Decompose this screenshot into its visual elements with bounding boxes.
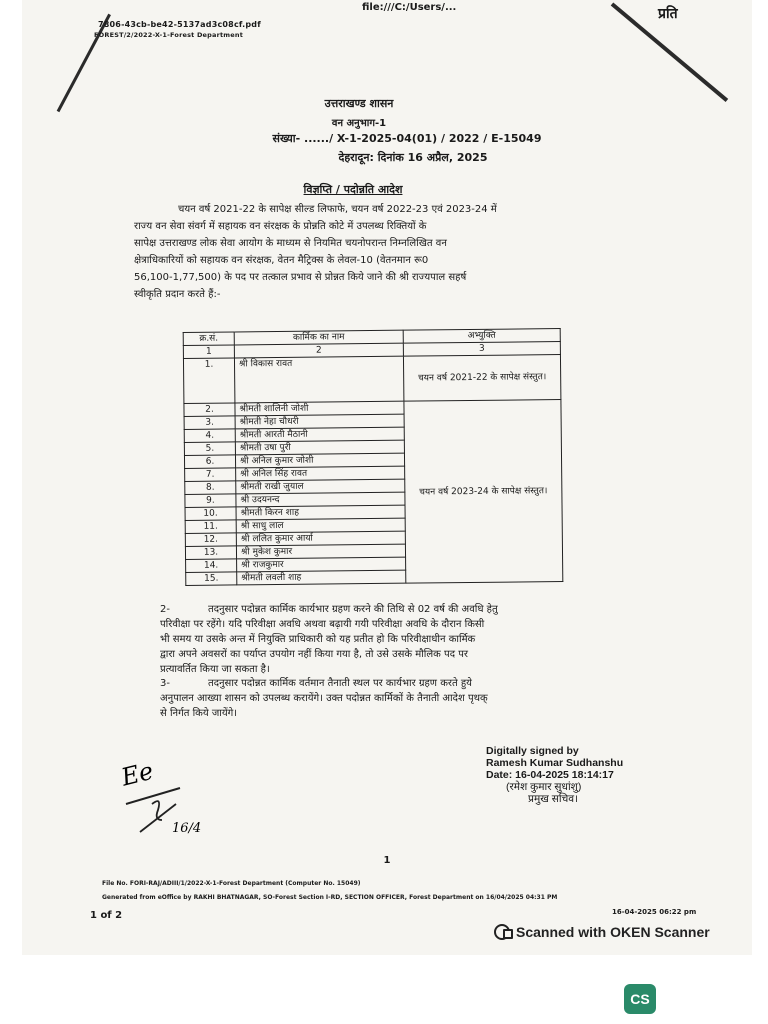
paragraph-line: भी समय या उसके अन्त में नियुक्ति प्राधिकारी को यह प्रतीत हो कि परिवीक्षाधीन कार्मिक	[160, 634, 476, 645]
paragraph-line: अनुपालन आख्या शासन को उपलब्ध करायेंगे। उक्त पदोन्नत कार्मिकों के तैनाती आदेश पृथक्	[160, 693, 488, 704]
serial-number-cell: 8.	[185, 481, 236, 495]
footer-file-number: File No. FORI-RAJ/ADIII/1/2022-X-1-Forest Department (Computer No. 15049)	[102, 880, 361, 887]
scanner-logo-icon	[494, 924, 510, 940]
handwritten-stroke	[140, 801, 176, 832]
employee-name-cell: श्रीमती शालिनी जोशी	[235, 401, 404, 416]
signer-name: Ramesh Kumar Sudhanshu	[486, 757, 624, 769]
employee-name-cell: श्रीमती आरती मैठानी	[235, 427, 404, 442]
file-reference: FOREST/2/2022-X-1-Forest Department	[94, 31, 244, 39]
top-file-path: file:///C:/Users/...	[362, 2, 457, 13]
file-name: 7806-43cb-be42-5137ad3c08cf.pdf	[98, 20, 261, 29]
footer-generated: Generated from eOffice by RAKHI BHATNAGAR, SO-Forest Section I-RD, SECTION OFFICER, Forest Department on 16/04/2025 04:31 PM	[102, 894, 558, 901]
camscanner-badge[interactable]: CS	[624, 984, 656, 1014]
government-title: उत्तराखण्ड शासन	[324, 97, 394, 110]
employee-name-cell: श्री राजकुमार	[237, 557, 406, 572]
intro-line: सापेक्ष उत्तराखण्ड लोक सेवा आयोग के माध्यम से नियमित चयनोपरान्त निम्नलिखित वन	[134, 238, 447, 249]
employee-name-cell: श्रीमती किरन शाह	[236, 505, 405, 520]
handwritten-date: 16/4	[172, 821, 202, 836]
subject-heading: विज्ञप्ति / पदोन्नति आदेश	[303, 183, 403, 196]
document-page	[22, 0, 752, 955]
serial-number-cell: 7.	[185, 468, 236, 482]
handwritten-stroke	[126, 788, 180, 804]
remark-cell: चयन वर्ष 2023-24 के सापेक्ष संस्तुत।	[404, 400, 563, 584]
paragraph-2-first	[160, 602, 640, 617]
scanner-label: Scanned with OKEN Scanner	[516, 924, 710, 940]
handwritten-initials	[118, 752, 218, 842]
serial-number-cell: 5.	[184, 442, 235, 456]
serial-number-cell: 6.	[184, 455, 235, 469]
paragraph-number: 2-	[160, 604, 170, 615]
serial-number-cell: 11.	[185, 520, 236, 534]
employee-name-cell: श्री साधु लाल	[236, 518, 405, 533]
serial-number-cell: 1.	[183, 358, 234, 404]
date-line: देहरादून: दिनांक 16 अप्रैल, 2025	[338, 151, 488, 164]
serial-number-cell: 4.	[184, 429, 235, 443]
serial-number-cell: 14.	[186, 559, 237, 573]
digital-signature-block	[486, 745, 623, 805]
employee-name-cell: श्रीमती राखी जुयाल	[236, 479, 405, 494]
paragraph-line: द्वारा अपने अवसरों का पर्याप्त उपयोग नहीं किया गया है, तो उसे उसके मौलिक पद पर	[160, 649, 468, 660]
employee-name-cell: श्री अनिल सिंह रावत	[236, 466, 405, 481]
serial-number-cell: 13.	[185, 546, 236, 560]
serial-number-cell: 9.	[185, 494, 236, 508]
paragraph-line: तदनुसार पदोन्नत कार्मिक कार्यभार ग्रहण करने की तिथि से 02 वर्ष की अवधि हेतु	[208, 604, 498, 615]
intro-line: स्वीकृति प्रदान करते हैं:-	[134, 289, 221, 300]
table-row	[183, 355, 560, 404]
column-number: 3	[403, 342, 560, 357]
serial-number-cell: 2.	[184, 403, 235, 417]
signature-date: Date: 16-04-2025 18:14:17	[486, 769, 614, 781]
paragraph-2	[160, 602, 640, 677]
intro-line: चयन वर्ष 2021-22 के सापेक्ष सील्ड लिफाफे, चयन वर्ष 2022-23 एवं 2023-24 में	[178, 204, 497, 215]
reference-number: संख्या- ....../ X-1-2025-04(01) / 2022 / E-15049	[272, 132, 542, 145]
employee-name-cell: श्री अनिल कुमार जोशी	[235, 453, 404, 468]
page-number: 1	[383, 855, 391, 866]
handwritten-initials-text: Ee	[118, 756, 157, 792]
column-number: 2	[234, 343, 403, 358]
page-of-total: 1 of 2	[90, 910, 123, 921]
column-number: 1	[183, 345, 234, 359]
scanner-watermark	[494, 924, 710, 940]
section-name: वन अनुभाग-1	[331, 118, 387, 129]
signer-designation: प्रमुख सचिव।	[528, 793, 579, 805]
serial-number-cell: 10.	[185, 507, 236, 521]
promotion-table	[183, 328, 564, 586]
employee-name-cell: श्री ललित कुमार आर्या	[236, 531, 405, 546]
employee-name-cell: श्री उदयनन्द	[236, 492, 405, 507]
column-header: क्र.सं.	[183, 332, 234, 346]
employee-name-cell: श्रीमती लवली शाह	[237, 570, 406, 585]
paragraph-line: परिवीक्षा पर रहेंगे। यदि परिवीक्षा अवधि अथवा बढ़ायी गयी परिवीक्षा अवधि के दौरान किसी	[160, 619, 485, 630]
paragraph-line: प्रत्यावर्तित किया जा सकता है।	[160, 664, 270, 675]
signer-hindi-name: (रमेश कुमार सुधांशु)	[506, 781, 582, 793]
employee-name-cell: श्री मुकेश कुमार	[236, 544, 405, 559]
column-header: कार्मिक का नाम	[234, 330, 403, 345]
employee-name-cell: श्री विकास रावत	[234, 356, 403, 403]
serial-number-cell: 3.	[184, 416, 235, 430]
serial-number-cell: 12.	[185, 533, 236, 547]
intro-line: क्षेत्राधिकारियों को सहायक वन संरक्षक, वेतन मैट्रिक्स के लेवल-10 (वेतनमान रू0	[134, 255, 429, 266]
employee-name-cell: श्रीमती उषा पुरी	[235, 440, 404, 455]
paragraph-3-first	[160, 676, 640, 691]
paragraph-line: तदनुसार पदोन्नत कार्मिक वर्तमान तैनाती स्थल पर कार्यभार ग्रहण करते हुये	[208, 678, 472, 689]
print-timestamp: 16-04-2025 06:22 pm	[612, 908, 697, 916]
intro-line: राज्य वन सेवा संवर्ग में सहायक वन संरक्षक के प्रोन्नति कोटे में उपलब्ध रिक्तियों के	[134, 221, 427, 232]
signature-line: Digitally signed by	[486, 745, 579, 757]
intro-line: 56,100-1,77,500) के पद पर तत्काल प्रभाव से प्रोन्नत किये जाने की श्री राज्यपाल सहर्ष	[134, 272, 467, 283]
remark-cell: चयन वर्ष 2021-22 के सापेक्ष संस्तुत।	[403, 355, 560, 402]
paragraph-line: से निर्गत किये जायेंगे।	[160, 708, 238, 719]
paragraph-number: 3-	[160, 678, 170, 689]
paragraph-3	[160, 676, 640, 721]
serial-number-cell: 15.	[186, 572, 237, 586]
column-header: अभ्युक्ति	[403, 329, 560, 344]
employee-name-cell: श्रीमती नेहा चौधरी	[235, 414, 404, 429]
corner-stamp: प्रति	[658, 6, 678, 22]
intro-paragraph	[134, 201, 634, 303]
